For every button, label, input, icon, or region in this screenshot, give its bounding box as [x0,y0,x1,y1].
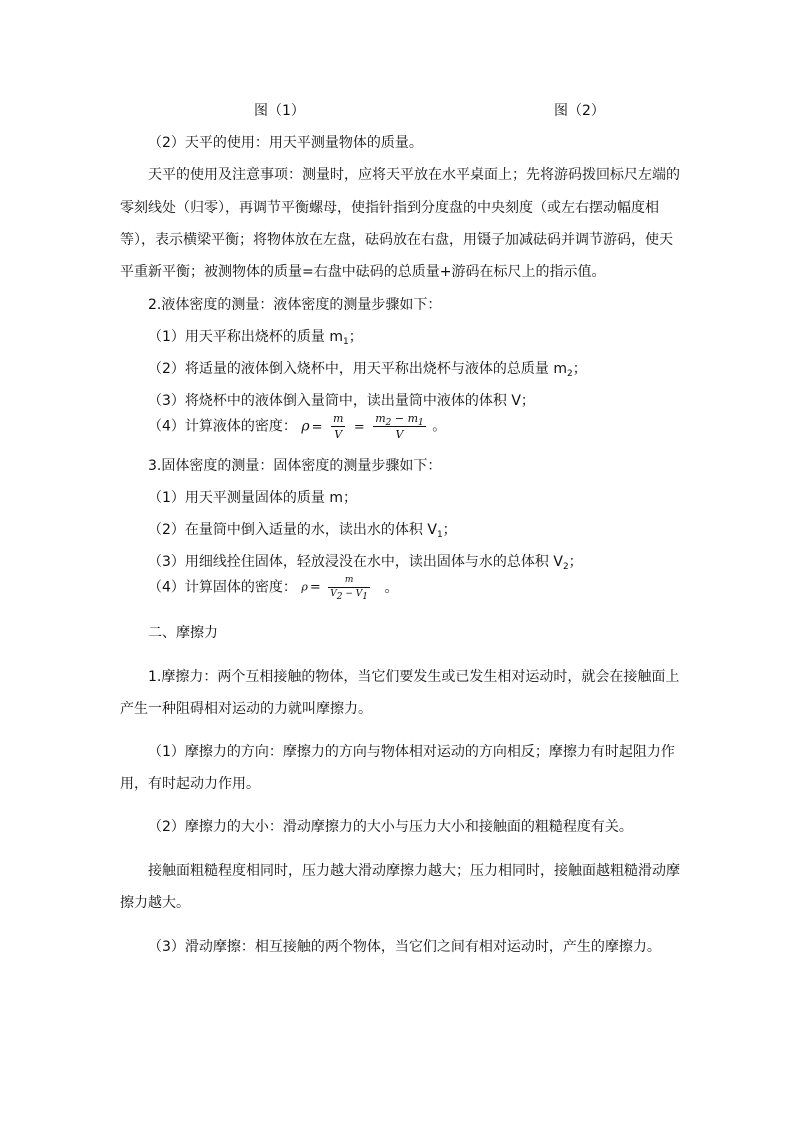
friction-direction-line-1: （1）摩擦力的方向：摩擦力的方向与物体相对运动的方向相反；摩擦力有时起阻力作 [148,744,675,760]
friction-def-line-1: 1.摩擦力：两个互相接触的物体，当它们要发生或已发生相对运动时，就会在接触面上 [148,669,680,685]
balance-note-line-2: 零刻线处（归零），再调节平衡螺母，使指针指到分度盘的中央刻度（或左右摆动幅度相 [120,200,659,216]
balance-note-line-4: 平重新平衡；被测物体的质量=右盘中砝码的总质量+游码在标尺上的指示值。 [120,264,606,280]
solid-step-4: （4）计算固体的密度： ρ = $\frac{m}{V_2 - V_1}$ 。 [148,575,399,602]
figure-1-caption: 图（1） [254,103,305,119]
friction-section-title: 二、摩擦力 [148,625,218,641]
solid-step-1: （1）用天平测量固体的质量 m； [148,490,357,506]
solid-step-3: （3）用细线拴住固体，轻放浸没在水中，读出固体与水的总体积 $V_2$； [148,554,583,572]
friction-roughness-line-2: 擦力越大。 [120,895,190,911]
liquid-density-heading: 2.液体密度的测量：液体密度的测量步骤如下： [148,297,442,313]
solid-density-heading: 3.固体密度的测量：固体密度的测量步骤如下： [148,458,442,474]
liquid-step-2: （2）将适量的液体倒入烧杯中，用天平称出烧杯与液体的总质量 $m_2$； [148,361,587,379]
liquid-step-1: （1）用天平称出烧杯的质量 $m_1$； [148,329,363,347]
figure-2-caption: 图（2） [554,103,605,119]
friction-direction-line-2: 用，有时起动力作用。 [120,776,260,792]
friction-magnitude: （2）摩擦力的大小：滑动摩擦力的大小与压力大小和接触面的粗糙程度有关。 [148,819,633,835]
liquid-step-3: （3）将烧杯中的液体倒入量筒中，读出量筒中液体的体积 V； [148,393,535,409]
sliding-friction: （3）滑动摩擦：相互接触的两个物体，当它们之间有相对运动时，产生的摩擦力。 [148,939,661,955]
solid-density-formula: ρ = $\frac{m}{V_2 - V_1}$ [301,575,368,602]
balance-note-line-3: 等），表示横梁平衡；将物体放在左盘，砝码放在右盘，用镊子加减砝码并调节游码，使天 [120,232,673,248]
solid-step-2: （2）在量筒中倒入适量的水，读出水的体积 $V_1$； [148,522,457,540]
liquid-density-formula: ρ = $\frac{m}{V}$ = $\frac{m_2 - m_1}{V}$ [301,412,424,441]
balance-heading: （2）天平的使用：用天平测量物体的质量。 [148,135,423,151]
balance-note-line-1: 天平的使用及注意事项：测量时，应将天平放在水平桌面上；先将游码拨回标尺左端的 [148,167,680,183]
friction-def-line-2: 产生一种阻碍相对运动的力就叫摩擦力。 [120,701,372,717]
friction-roughness-line-1: 接触面粗糙程度相同时，压力越大滑动摩擦力越大；压力相同时，接触面越粗糙滑动摩 [148,863,680,879]
liquid-step-4: （4）计算液体的密度： ρ = $\frac{m}{V}$ = $\frac{m_2 - m_1}{V}$ 。 [148,412,447,441]
